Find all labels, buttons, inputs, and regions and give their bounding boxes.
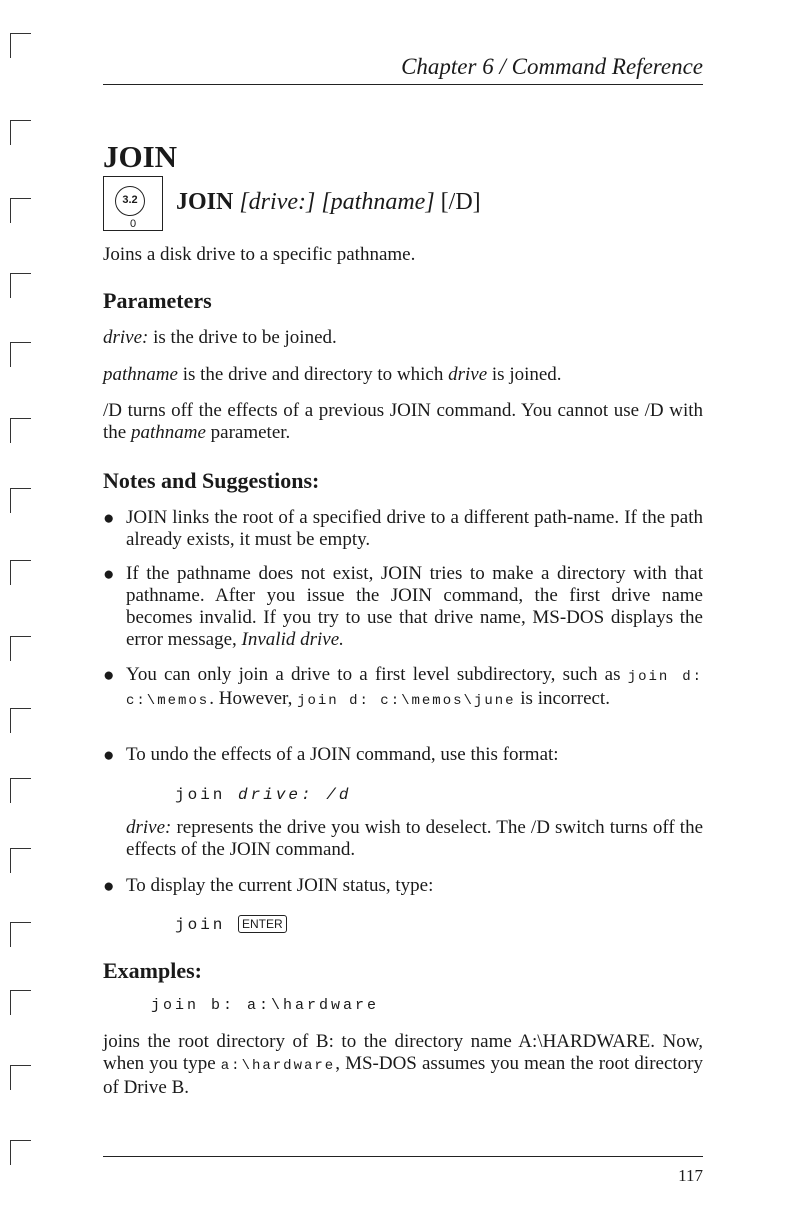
inline-code: join d: c:\memos: [126, 669, 703, 709]
param-switch-ref: pathname: [130, 422, 206, 443]
edge-mark: [10, 708, 31, 733]
bullet-icon: ●: [103, 508, 115, 529]
bullet-icon: ●: [103, 564, 115, 585]
note-item: [103, 563, 703, 651]
param-drive-name: drive:: [103, 327, 149, 348]
example-text-end: , MS-DOS assumes you mean the root directory of Drive B.: [103, 1053, 703, 1098]
code-example-unjoin: [175, 786, 351, 804]
edge-mark: [10, 342, 31, 367]
edge-mark: [10, 33, 31, 58]
syntax-switch: [/D]: [440, 189, 481, 215]
note-item: [103, 744, 703, 766]
code-command: join: [175, 916, 239, 934]
bullet-icon: ●: [103, 745, 115, 766]
param-drive-text: is the drive to be joined.: [148, 327, 337, 348]
description: Joins a disk drive to a specific pathname.: [103, 244, 416, 265]
inline-code: a:\hardware: [220, 1058, 336, 1074]
param-pathname: [103, 364, 703, 386]
running-header: Chapter 6 / Command Reference: [103, 54, 703, 85]
note-text: To undo the effects of a JOIN command, use this format:: [126, 744, 559, 765]
bullet-icon: ●: [103, 876, 115, 897]
code-example-status: [175, 915, 287, 934]
examples-heading: Examples:: [103, 958, 202, 983]
note-item: [103, 507, 703, 551]
syntax-drive: [drive:]: [239, 189, 316, 215]
command-syntax: [176, 189, 481, 216]
edge-mark: [10, 922, 31, 947]
edge-mark: [10, 1140, 31, 1165]
edge-mark: [10, 418, 31, 443]
enter-key-icon: ENTER: [238, 915, 287, 933]
code-command: join: [175, 786, 239, 804]
note-text: [126, 563, 703, 651]
note-text: To display the current JOIN status, type:: [126, 875, 434, 896]
param-pathname-text: is the drive and directory to which: [177, 364, 449, 385]
param-switch-text-end: parameter.: [205, 422, 291, 443]
page-number: 117: [678, 1166, 703, 1185]
edge-mark: [10, 1065, 31, 1090]
param-pathname-ref: drive: [448, 364, 488, 385]
unjoin-description: [126, 817, 703, 861]
bullet-icon: ●: [103, 665, 115, 686]
code-argument: drive: /d: [238, 786, 352, 804]
example-code: join b: a:\hardware: [151, 997, 380, 1014]
notes-heading: Notes and Suggestions:: [103, 468, 320, 493]
edge-mark: [10, 120, 31, 145]
edge-mark: [10, 560, 31, 585]
edge-mark: [10, 636, 31, 661]
edge-mark: [10, 488, 31, 513]
page-title: JOIN: [103, 139, 178, 174]
note-item: [103, 875, 703, 897]
param-pathname-text-end: is joined.: [487, 364, 562, 385]
edge-mark: [10, 273, 31, 298]
edge-mark: [10, 778, 31, 803]
param-pathname-name: pathname: [103, 364, 178, 385]
edge-mark: [10, 990, 31, 1015]
syntax-pathname: [pathname]: [321, 189, 435, 215]
note-text-body: You can only join a drive to a first level subdirectory, such as: [126, 664, 628, 685]
desc-text: represents the drive you wish to deselect. The /D switch turns off the effects of the JOIN command.: [126, 817, 703, 860]
param-switch-text: /D turns off the effects of a previous JOIN command. You cannot use /D with the: [103, 400, 703, 443]
param-drive: [103, 327, 703, 349]
note-text: [126, 664, 703, 712]
error-message: Invalid drive.: [241, 629, 344, 650]
syntax-command: JOIN: [176, 189, 234, 215]
example-description: [103, 1031, 703, 1099]
footer-rule: [103, 1156, 703, 1157]
note-item: [103, 664, 703, 712]
version-badge: [103, 176, 163, 231]
parameters-heading: Parameters: [103, 288, 212, 313]
note-text: JOIN links the root of a specified drive to a different path-name. If the path already exists, it must be empty.: [126, 507, 703, 550]
note-text-end: is incorrect.: [515, 688, 610, 709]
note-text-body: If the pathname does not exist, JOIN tries to make a directory with that pathname. After you issue the JOIN command, the first drive name becomes invalid. If you try to use that drive name, MS-DOS displays the error message,: [126, 563, 703, 650]
edge-mark: [10, 848, 31, 873]
param-switch: [103, 400, 703, 444]
inline-code: join d: c:\memos\june: [297, 693, 516, 709]
version-number: 3.2: [115, 186, 145, 216]
edge-mark: [10, 198, 31, 223]
desc-term: drive:: [126, 817, 172, 838]
note-text-middle: . However,: [209, 688, 298, 709]
example-text: joins the root directory of B: to the directory name A:\HARDWARE. Now, when you type: [103, 1031, 703, 1074]
version-sub: 0: [129, 218, 137, 230]
